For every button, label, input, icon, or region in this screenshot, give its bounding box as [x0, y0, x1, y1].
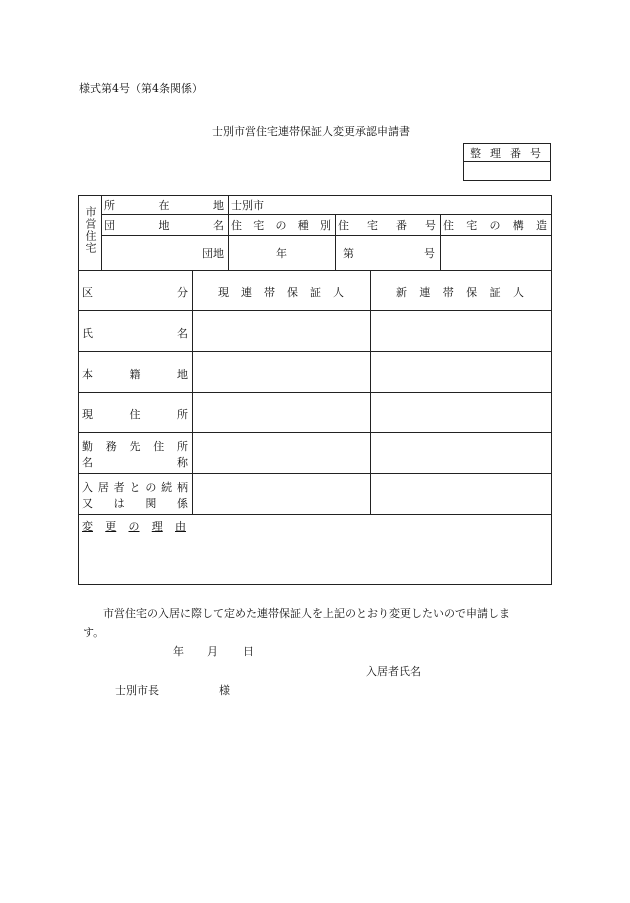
date-year: 年 — [173, 645, 184, 658]
year-suffix: 年 — [276, 247, 287, 260]
honorific-sama: 様 — [219, 684, 230, 697]
current-guarantor-header: 現 連 帯 保 証 人 — [218, 286, 344, 299]
location-value: 士別市 — [231, 199, 264, 212]
housing-structure-label: 住 宅 の 構 造 — [443, 219, 547, 232]
row-address-label: 現 住 所 — [82, 408, 188, 421]
location-label: 所 在 地 — [104, 199, 224, 212]
number-dai: 第 — [343, 247, 354, 260]
application-text-line2: す。 — [83, 626, 105, 639]
housing-type-label: 住 宅 の 種 別 — [231, 219, 331, 232]
housing-number-label: 住 宅 番 号 — [338, 219, 436, 232]
housing-side-label: 市営住宅 — [84, 206, 97, 254]
row-relation-label-2: 又 は 関 係 — [82, 497, 188, 510]
row-domicile-label: 本 籍 地 — [82, 368, 188, 381]
page-title: 士別市営住宅連帯保証人変更承認申請書 — [212, 125, 410, 138]
application-text-line1: 市営住宅の入居に際して定めた連帯保証人を上記のとおり変更したいので申請しま — [103, 607, 510, 620]
row-relation-label-1: 入 居 者 と の 続 柄 — [82, 481, 188, 494]
date-month: 月 — [207, 645, 218, 658]
applicant-name-label: 入居者氏名 — [366, 665, 421, 678]
mayor-label: 士別市長 — [115, 684, 159, 697]
complex-name-label: 団 地 名 — [104, 219, 224, 232]
complex-suffix: 団地 — [202, 247, 224, 260]
number-go: 号 — [424, 247, 435, 260]
new-guarantor-header: 新 連 帯 保 証 人 — [396, 286, 524, 299]
form-code: 様式第4号（第4条関係） — [79, 82, 203, 95]
date-day: 日 — [243, 645, 254, 658]
row-work-label-1: 勤 務 先 住 所 — [82, 440, 188, 453]
division-label: 区 分 — [82, 286, 188, 299]
seiri-bango-label: 整理番号 — [470, 147, 550, 160]
change-reason-label: 変 更 の 理 由 — [82, 520, 186, 533]
row-work-label-2: 名 称 — [82, 456, 188, 469]
row-name-label: 氏 名 — [82, 327, 188, 340]
